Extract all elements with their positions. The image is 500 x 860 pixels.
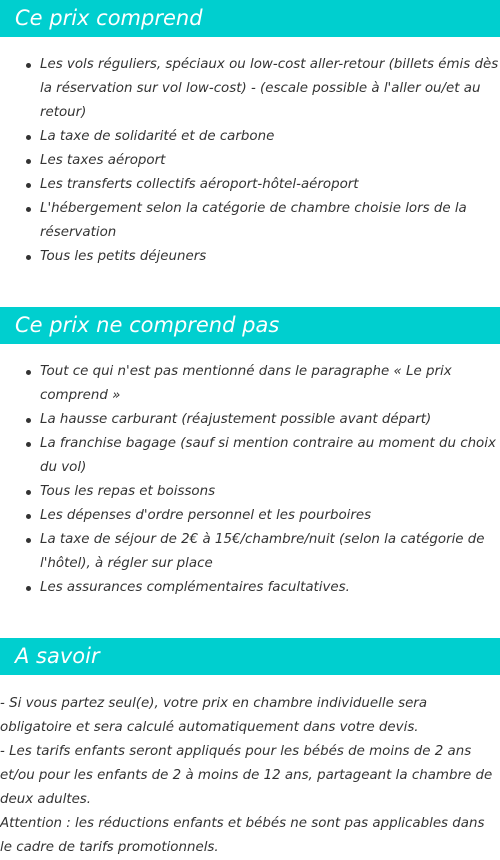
info-paragraph: Attention : les réductions enfants et bébés ne sont pas applicables dans le cadre de tarifs promotionnels. (0, 816, 485, 855)
not-included-list (0, 360, 500, 600)
list-item: Tous les petits déjeuners (40, 245, 500, 269)
section-included (0, 0, 500, 269)
section-title-included: Ce prix comprend (0, 0, 500, 37)
info-paragraph: - Les tarifs enfants seront appliqués pour les bébés de moins de 2 ans et/ou pour les enfants de 2 à moins de 12 ans, partageant la chambre de deux adultes. (0, 744, 493, 807)
included-list (0, 53, 500, 269)
list-item: La taxe de séjour de 2€ à 15€/chambre/nuit (selon la catégorie de l'hôtel), à régler sur place (40, 528, 500, 576)
list-item: Les taxes aéroport (40, 149, 500, 173)
list-item: Les dépenses d'ordre personnel et les pourboires (40, 504, 500, 528)
list-item: Les vols réguliers, spéciaux ou low-cost aller-retour (billets émis dès la réservation sur vol low-cost) - (escale possible à l'aller ou/et au retour) (40, 53, 500, 125)
info-paragraph: - Si vous partez seul(e), votre prix en chambre individuelle sera obligatoire et sera calculé automatiquement dans votre devis. (0, 696, 428, 735)
list-item: Les assurances complémentaires facultatives. (40, 576, 500, 600)
list-item: Les transferts collectifs aéroport-hôtel-aéroport (40, 173, 500, 197)
list-item: La taxe de solidarité et de carbone (40, 125, 500, 149)
section-title-good-to-know: A savoir (0, 638, 500, 675)
section-not-included (0, 307, 500, 600)
section-title-not-included: Ce prix ne comprend pas (0, 307, 500, 344)
list-item: La franchise bagage (sauf si mention contraire au moment du choix du vol) (40, 432, 500, 480)
good-to-know-body (0, 692, 500, 860)
list-item: Tous les repas et boissons (40, 480, 500, 504)
list-item: L'hébergement selon la catégorie de chambre choisie lors de la réservation (40, 197, 500, 245)
list-item: Tout ce qui n'est pas mentionné dans le paragraphe « Le prix comprend » (40, 360, 500, 408)
list-item: La hausse carburant (réajustement possible avant départ) (40, 408, 500, 432)
